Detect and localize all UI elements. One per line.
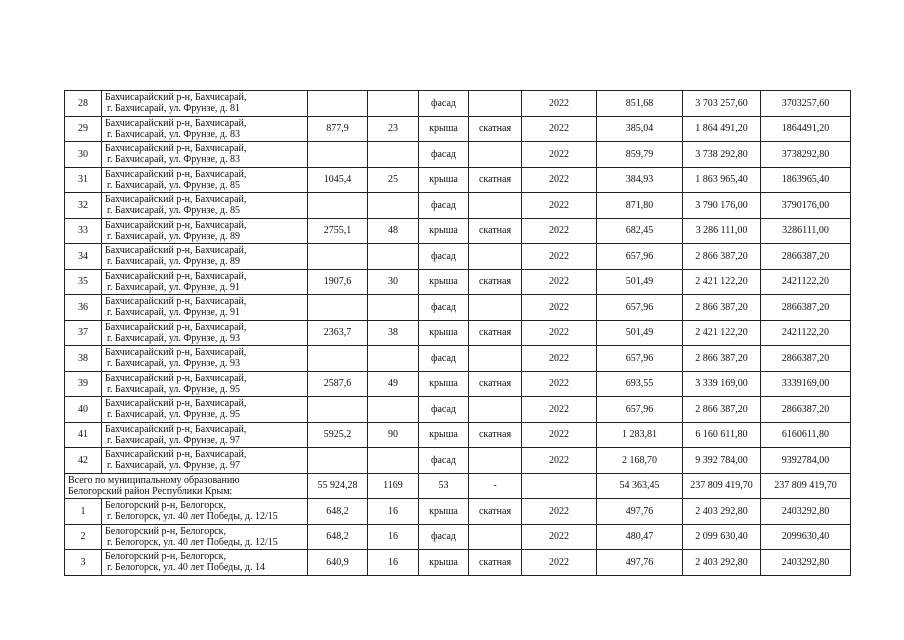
address-line-1: Бахчисарайский р-н, Бахчисарай, xyxy=(105,219,247,231)
total-cell: 1863965,40 xyxy=(761,167,851,193)
table-row xyxy=(65,167,851,193)
unit-cell: 693,55 xyxy=(597,371,683,397)
unit-cell: 859,79 xyxy=(597,142,683,168)
table-body xyxy=(65,91,851,576)
address-line-1: Бахчисарайский р-н, Бахчисарай, xyxy=(105,245,247,257)
address-cell xyxy=(102,346,308,372)
year-cell: 2022 xyxy=(522,524,597,550)
address-line-1: Белогорский р-н, Белогорск, xyxy=(105,525,227,537)
cost-cell: 2 099 630,40 xyxy=(683,524,761,550)
table-row xyxy=(65,422,851,448)
unit-cell: 2 168,70 xyxy=(597,448,683,474)
unit-cell: 1 283,81 xyxy=(597,422,683,448)
n-cell: 28 xyxy=(65,91,102,117)
address-cell xyxy=(102,499,308,525)
address-line-1: Белогорский р-н, Белогорск, xyxy=(105,551,227,563)
roof-cell xyxy=(469,193,522,219)
work-cell: фасад xyxy=(419,244,469,270)
apts-cell: 16 xyxy=(368,499,419,525)
roof-cell xyxy=(469,91,522,117)
address-line-2: г. Белогорск, ул. 40 лет Победы, д. 12/15 xyxy=(107,511,278,523)
address-cell xyxy=(102,550,308,576)
work-cell: крыша xyxy=(419,116,469,142)
cost-cell: 2 403 292,80 xyxy=(683,550,761,576)
work-cell: крыша xyxy=(419,422,469,448)
cost-cell: 3 286 111,00 xyxy=(683,218,761,244)
work-cell: фасад xyxy=(419,193,469,219)
apts-cell: 90 xyxy=(368,422,419,448)
total-unit-cell: 54 363,45 xyxy=(597,473,683,499)
address-line-1: Бахчисарайский р-н, Бахчисарай, xyxy=(105,398,247,410)
apts-cell: 48 xyxy=(368,218,419,244)
table-row xyxy=(65,116,851,142)
address-line-2: г. Бахчисарай, ул. Фрунзе, д. 97 xyxy=(107,460,240,472)
address-cell xyxy=(102,320,308,346)
n-cell: 36 xyxy=(65,295,102,321)
work-cell: крыша xyxy=(419,499,469,525)
address-cell xyxy=(102,91,308,117)
address-line-1: Бахчисарайский р-н, Бахчисарай, xyxy=(105,423,247,435)
address-line-2: г. Бахчисарай, ул. Фрунзе, д. 95 xyxy=(107,383,240,395)
area-cell xyxy=(308,295,368,321)
address-cell xyxy=(102,244,308,270)
total-label-cell xyxy=(65,473,308,499)
unit-cell: 657,96 xyxy=(597,397,683,423)
n-cell: 2 xyxy=(65,524,102,550)
cost-cell: 6 160 611,80 xyxy=(683,422,761,448)
roof-cell xyxy=(469,397,522,423)
n-cell: 37 xyxy=(65,320,102,346)
unit-cell: 385,04 xyxy=(597,116,683,142)
total-area-cell: 55 924,28 xyxy=(308,473,368,499)
unit-cell: 480,47 xyxy=(597,524,683,550)
address-line-2: г. Бахчисарай, ул. Фрунзе, д. 89 xyxy=(107,230,240,242)
apts-cell xyxy=(368,193,419,219)
n-cell: 32 xyxy=(65,193,102,219)
address-cell xyxy=(102,167,308,193)
year-cell: 2022 xyxy=(522,448,597,474)
address-line-2: г. Бахчисарай, ул. Фрунзе, д. 93 xyxy=(107,358,240,370)
cost-cell: 3 790 176,00 xyxy=(683,193,761,219)
work-cell: фасад xyxy=(419,346,469,372)
n-cell: 33 xyxy=(65,218,102,244)
area-cell: 1907,6 xyxy=(308,269,368,295)
n-cell: 3 xyxy=(65,550,102,576)
table-row xyxy=(65,346,851,372)
n-cell: 38 xyxy=(65,346,102,372)
table-row xyxy=(65,193,851,219)
apts-cell xyxy=(368,295,419,321)
area-cell: 877,9 xyxy=(308,116,368,142)
area-cell: 648,2 xyxy=(308,499,368,525)
address-line-1: Бахчисарайский р-н, Бахчисарай, xyxy=(105,117,247,129)
total-cell: 2421122,20 xyxy=(761,320,851,346)
table-row xyxy=(65,499,851,525)
address-cell xyxy=(102,295,308,321)
area-cell: 2755,1 xyxy=(308,218,368,244)
address-cell xyxy=(102,524,308,550)
address-line-2: г. Бахчисарай, ул. Фрунзе, д. 83 xyxy=(107,154,240,166)
address-line-1: Бахчисарайский р-н, Бахчисарай, xyxy=(105,92,247,104)
work-cell: фасад xyxy=(419,295,469,321)
year-cell: 2022 xyxy=(522,550,597,576)
apts-cell xyxy=(368,346,419,372)
table-row xyxy=(65,142,851,168)
unit-cell: 497,76 xyxy=(597,499,683,525)
address-line-2: г. Бахчисарай, ул. Фрунзе, д. 85 xyxy=(107,205,240,217)
total-cell: 3339169,00 xyxy=(761,371,851,397)
area-cell: 648,2 xyxy=(308,524,368,550)
table-row xyxy=(65,269,851,295)
cost-cell: 3 703 257,60 xyxy=(683,91,761,117)
address-line-2: г. Бахчисарай, ул. Фрунзе, д. 85 xyxy=(107,179,240,191)
unit-cell: 682,45 xyxy=(597,218,683,244)
total-cell: 2403292,80 xyxy=(761,499,851,525)
apts-cell: 23 xyxy=(368,116,419,142)
year-cell: 2022 xyxy=(522,320,597,346)
year-cell: 2022 xyxy=(522,193,597,219)
address-line-1: Белогорский р-н, Белогорск, xyxy=(105,500,227,512)
roof-cell xyxy=(469,244,522,270)
apts-cell: 30 xyxy=(368,269,419,295)
roof-cell: скатная xyxy=(469,269,522,295)
total-cell: 2099630,40 xyxy=(761,524,851,550)
cost-cell: 1 864 491,20 xyxy=(683,116,761,142)
total-count-cell: 53 xyxy=(419,473,469,499)
total-row xyxy=(65,473,851,499)
apts-cell xyxy=(368,91,419,117)
n-cell: 29 xyxy=(65,116,102,142)
area-cell xyxy=(308,448,368,474)
address-cell xyxy=(102,269,308,295)
roof-cell: скатная xyxy=(469,371,522,397)
address-line-1: Бахчисарайский р-н, Бахчисарай, xyxy=(105,168,247,180)
address-line-2: г. Бахчисарай, ул. Фрунзе, д. 91 xyxy=(107,281,240,293)
total-sum-cell: 237 809 419,70 xyxy=(761,473,851,499)
cost-cell: 2 866 387,20 xyxy=(683,397,761,423)
year-cell: 2022 xyxy=(522,116,597,142)
cost-cell: 1 863 965,40 xyxy=(683,167,761,193)
roof-cell: скатная xyxy=(469,499,522,525)
n-cell: 35 xyxy=(65,269,102,295)
cost-cell: 9 392 784,00 xyxy=(683,448,761,474)
table-row xyxy=(65,295,851,321)
apts-cell xyxy=(368,448,419,474)
roof-cell xyxy=(469,448,522,474)
total-cell: 2866387,20 xyxy=(761,397,851,423)
year-cell: 2022 xyxy=(522,142,597,168)
total-label-line-2: Белогорский район Республики Крым: xyxy=(68,485,233,497)
address-cell xyxy=(102,422,308,448)
address-line-1: Бахчисарайский р-н, Бахчисарай, xyxy=(105,296,247,308)
unit-cell: 657,96 xyxy=(597,346,683,372)
year-cell: 2022 xyxy=(522,269,597,295)
roof-cell: скатная xyxy=(469,116,522,142)
roof-cell: скатная xyxy=(469,550,522,576)
total-cell: 3738292,80 xyxy=(761,142,851,168)
unit-cell: 497,76 xyxy=(597,550,683,576)
n-cell: 41 xyxy=(65,422,102,448)
cost-cell: 2 421 122,20 xyxy=(683,320,761,346)
year-cell: 2022 xyxy=(522,499,597,525)
work-cell: фасад xyxy=(419,91,469,117)
n-cell: 31 xyxy=(65,167,102,193)
year-cell: 2022 xyxy=(522,244,597,270)
cost-cell: 2 421 122,20 xyxy=(683,269,761,295)
total-label-line-1: Всего по муниципальному образованию xyxy=(68,474,240,486)
area-cell: 2587,6 xyxy=(308,371,368,397)
apts-cell: 16 xyxy=(368,524,419,550)
n-cell: 40 xyxy=(65,397,102,423)
work-cell: фасад xyxy=(419,448,469,474)
work-cell: крыша xyxy=(419,371,469,397)
address-cell xyxy=(102,193,308,219)
year-cell: 2022 xyxy=(522,397,597,423)
roof-cell: скатная xyxy=(469,320,522,346)
n-cell: 42 xyxy=(65,448,102,474)
roof-cell xyxy=(469,295,522,321)
address-line-2: г. Бахчисарай, ул. Фрунзе, д. 95 xyxy=(107,409,240,421)
address-line-1: Бахчисарайский р-н, Бахчисарай, xyxy=(105,194,247,206)
address-line-2: г. Белогорск, ул. 40 лет Победы, д. 12/15 xyxy=(107,536,278,548)
apts-cell xyxy=(368,244,419,270)
address-line-2: г. Бахчисарай, ул. Фрунзе, д. 91 xyxy=(107,307,240,319)
apts-cell: 16 xyxy=(368,550,419,576)
area-cell xyxy=(308,193,368,219)
roof-cell xyxy=(469,142,522,168)
total-cell: 6160611,80 xyxy=(761,422,851,448)
work-cell: крыша xyxy=(419,550,469,576)
total-cell: 9392784,00 xyxy=(761,448,851,474)
address-cell xyxy=(102,218,308,244)
total-cost-cell: 237 809 419,70 xyxy=(683,473,761,499)
area-cell: 640,9 xyxy=(308,550,368,576)
roof-cell xyxy=(469,524,522,550)
apts-cell: 38 xyxy=(368,320,419,346)
table-row xyxy=(65,218,851,244)
unit-cell: 851,68 xyxy=(597,91,683,117)
year-cell: 2022 xyxy=(522,218,597,244)
roof-cell: скатная xyxy=(469,167,522,193)
table-row xyxy=(65,91,851,117)
unit-cell: 657,96 xyxy=(597,244,683,270)
area-cell xyxy=(308,244,368,270)
total-cell: 2403292,80 xyxy=(761,550,851,576)
total-cell: 3790176,00 xyxy=(761,193,851,219)
cost-cell: 2 866 387,20 xyxy=(683,346,761,372)
total-cell: 2866387,20 xyxy=(761,295,851,321)
total-cell: 3286111,00 xyxy=(761,218,851,244)
area-cell: 2363,7 xyxy=(308,320,368,346)
cost-cell: 2 403 292,80 xyxy=(683,499,761,525)
table-row xyxy=(65,550,851,576)
address-line-1: Бахчисарайский р-н, Бахчисарай, xyxy=(105,143,247,155)
total-cell: 3703257,60 xyxy=(761,91,851,117)
area-cell xyxy=(308,142,368,168)
total-cell: 1864491,20 xyxy=(761,116,851,142)
year-cell: 2022 xyxy=(522,167,597,193)
area-cell: 1045,4 xyxy=(308,167,368,193)
address-line-1: Бахчисарайский р-н, Бахчисарай, xyxy=(105,347,247,359)
work-cell: крыша xyxy=(419,269,469,295)
unit-cell: 871,80 xyxy=(597,193,683,219)
work-cell: крыша xyxy=(419,167,469,193)
address-line-2: г. Бахчисарай, ул. Фрунзе, д. 93 xyxy=(107,332,240,344)
address-line-2: г. Бахчисарай, ул. Фрунзе, д. 89 xyxy=(107,256,240,268)
cost-cell: 3 339 169,00 xyxy=(683,371,761,397)
table-row xyxy=(65,397,851,423)
total-dash-cell: - xyxy=(469,473,522,499)
total-apts-cell: 1169 xyxy=(368,473,419,499)
unit-cell: 501,49 xyxy=(597,269,683,295)
total-cell: 2866387,20 xyxy=(761,244,851,270)
cost-cell: 2 866 387,20 xyxy=(683,295,761,321)
address-line-2: г. Белогорск, ул. 40 лет Победы, д. 14 xyxy=(107,562,266,574)
area-cell xyxy=(308,346,368,372)
roof-cell xyxy=(469,346,522,372)
address-cell xyxy=(102,448,308,474)
address-line-1: Бахчисарайский р-н, Бахчисарай, xyxy=(105,321,247,333)
unit-cell: 501,49 xyxy=(597,320,683,346)
address-line-2: г. Бахчисарай, ул. Фрунзе, д. 97 xyxy=(107,434,240,446)
repair-schedule-table xyxy=(64,90,851,576)
n-cell: 39 xyxy=(65,371,102,397)
work-cell: фасад xyxy=(419,397,469,423)
apts-cell: 49 xyxy=(368,371,419,397)
address-cell xyxy=(102,397,308,423)
work-cell: крыша xyxy=(419,218,469,244)
address-cell xyxy=(102,371,308,397)
table-row xyxy=(65,320,851,346)
work-cell: фасад xyxy=(419,142,469,168)
address-cell xyxy=(102,116,308,142)
year-cell: 2022 xyxy=(522,295,597,321)
unit-cell: 657,96 xyxy=(597,295,683,321)
roof-cell: скатная xyxy=(469,422,522,448)
year-cell: 2022 xyxy=(522,346,597,372)
area-cell xyxy=(308,91,368,117)
table-row xyxy=(65,244,851,270)
address-line-2: г. Бахчисарай, ул. Фрунзе, д. 83 xyxy=(107,128,240,140)
year-cell: 2022 xyxy=(522,91,597,117)
apts-cell xyxy=(368,397,419,423)
area-cell: 5925,2 xyxy=(308,422,368,448)
table-row xyxy=(65,371,851,397)
n-cell: 1 xyxy=(65,499,102,525)
address-cell xyxy=(102,142,308,168)
work-cell: фасад xyxy=(419,524,469,550)
work-cell: крыша xyxy=(419,320,469,346)
roof-cell: скатная xyxy=(469,218,522,244)
n-cell: 30 xyxy=(65,142,102,168)
unit-cell: 384,93 xyxy=(597,167,683,193)
area-cell xyxy=(308,397,368,423)
total-year-cell xyxy=(522,473,597,499)
n-cell: 34 xyxy=(65,244,102,270)
address-line-2: г. Бахчисарай, ул. Фрунзе, д. 81 xyxy=(107,103,240,115)
year-cell: 2022 xyxy=(522,422,597,448)
year-cell: 2022 xyxy=(522,371,597,397)
apts-cell xyxy=(368,142,419,168)
address-line-1: Бахчисарайский р-н, Бахчисарай, xyxy=(105,372,247,384)
address-line-1: Бахчисарайский р-н, Бахчисарай, xyxy=(105,270,247,282)
cost-cell: 2 866 387,20 xyxy=(683,244,761,270)
total-cell: 2421122,20 xyxy=(761,269,851,295)
cost-cell: 3 738 292,80 xyxy=(683,142,761,168)
apts-cell: 25 xyxy=(368,167,419,193)
total-cell: 2866387,20 xyxy=(761,346,851,372)
table-row xyxy=(65,448,851,474)
address-line-1: Бахчисарайский р-н, Бахчисарай, xyxy=(105,449,247,461)
table-row xyxy=(65,524,851,550)
